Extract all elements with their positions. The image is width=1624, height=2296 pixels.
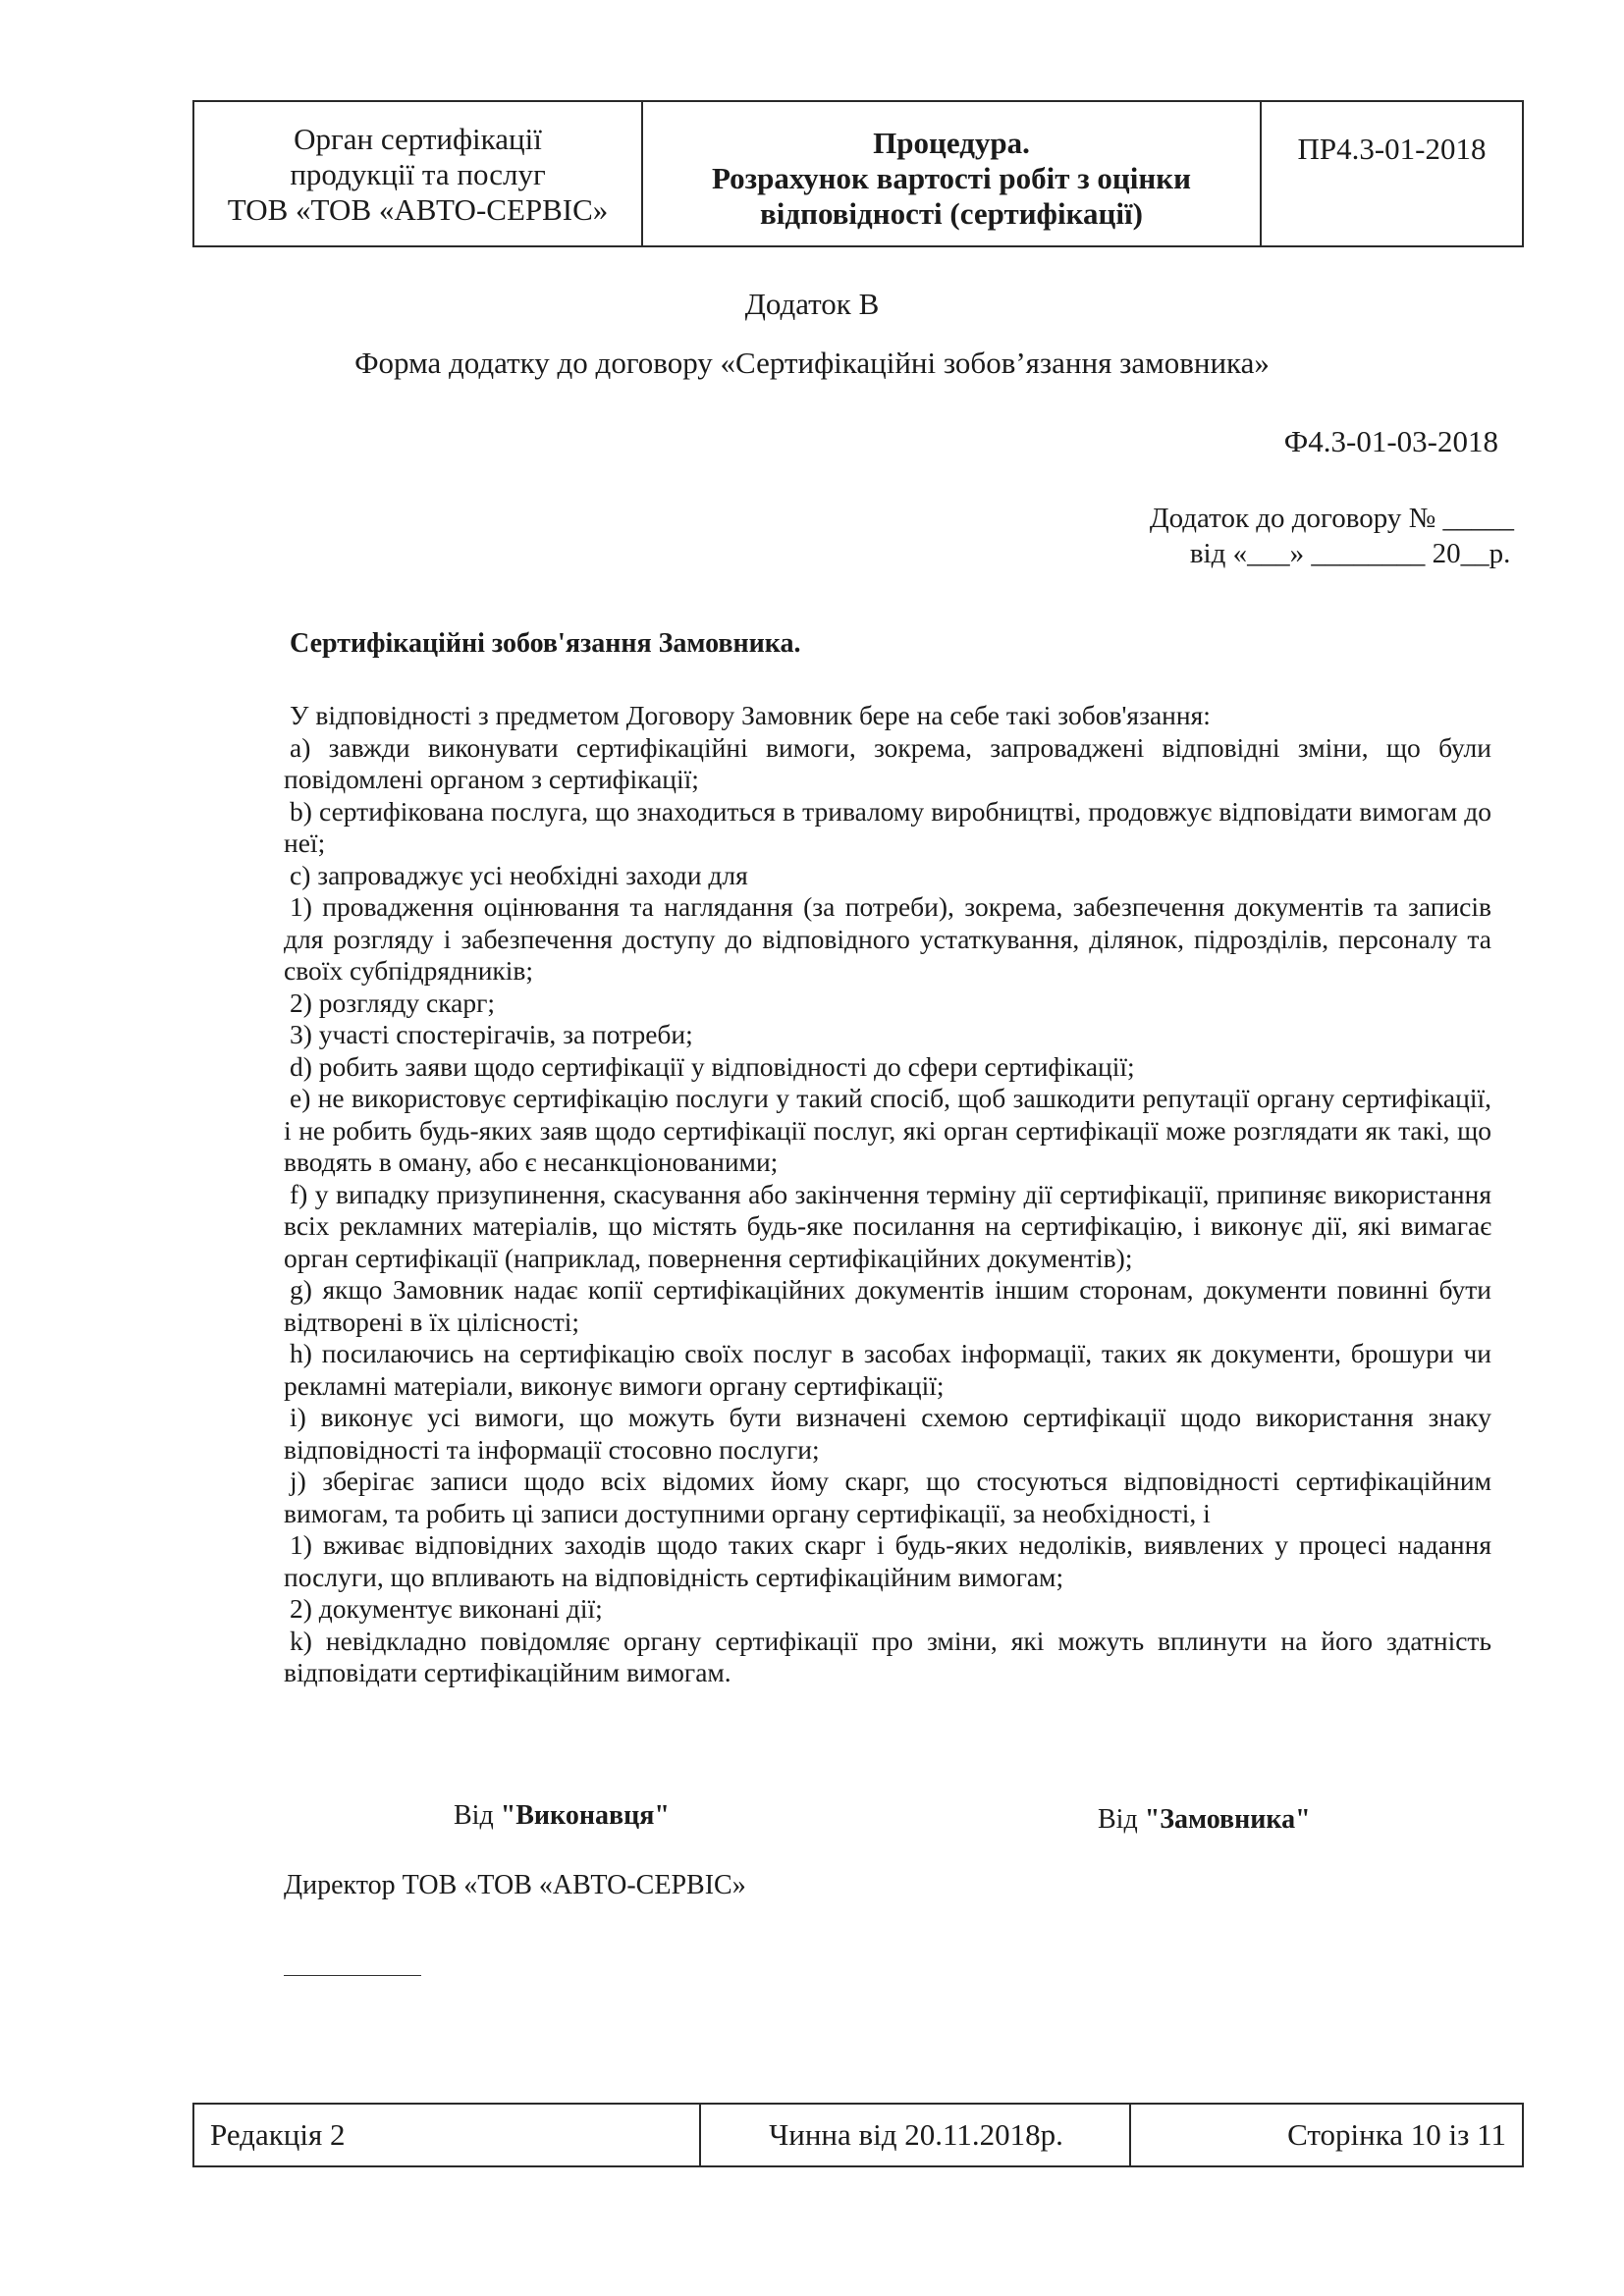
- contract-ref-date: від «___» ________ 20__р.: [1189, 538, 1511, 569]
- header-table: [192, 100, 1524, 247]
- customer-prefix: Від: [1098, 1804, 1145, 1835]
- customer-name: "Замовника": [1144, 1804, 1311, 1835]
- form-code: Ф4.3-01-03-2018: [1283, 424, 1498, 458]
- footer-table: [192, 2103, 1524, 2167]
- paragraph: f) у випадку призупинення, скасування або закінчення терміну дії сертифікації, припиняє використання всіх рекламних матеріалів, що містять будь-яке посилання на сертифікацію, і виконує дії, які вимагає орган сертифікації (наприклад, повернення сертифікаційних документів);: [284, 1178, 1491, 1273]
- executor-name: "Виконавця": [500, 1800, 670, 1831]
- paragraph: і) виконує усі вимоги, що можуть бути визначені схемою сертифікації щодо використання знаку відповідності та інформації стосовно послуги;: [284, 1402, 1491, 1465]
- header-org-cell: [194, 102, 643, 245]
- paragraph: 1) вживає відповідних заходів щодо таких скарг і будь-яких недоліків, виявлених у процесі надання послуги, що впливають на відповідність сертифікаційним вимогам;: [284, 1529, 1491, 1592]
- header-org-line: продукції та послуг: [290, 157, 546, 191]
- paragraph: а) завжди виконувати сертифікаційні вимоги, зокрема, запроваджені відповідні зміни, що були повідомлені органом з сертифікації;: [284, 731, 1491, 794]
- form-title: Форма додатку до договору «Сертифікаційні зобов’язання замовника»: [354, 346, 1270, 380]
- executor-prefix: Від: [454, 1800, 501, 1831]
- paragraph: k) невідкладно повідомляє органу сертифікації про зміни, які можуть вплинути на його здатність відповідати сертифікаційним вимогам.: [284, 1625, 1491, 1687]
- customer-signature-label: [1098, 1804, 1311, 1836]
- header-procedure-line: Розрахунок вартості робіт з оцінки: [712, 161, 1191, 195]
- annex-title: Додаток В: [744, 287, 880, 321]
- header-procedure-line: відповідності (сертифікації): [760, 196, 1143, 231]
- paragraph: j) зберігає записи щодо всіх відомих йому скарг, що стосуються відповідності сертифікаційним вимогам, та робить ці записи доступними органу сертифікації, за необхідності, і: [284, 1466, 1491, 1528]
- paragraph: е) не використовує сертифікацію послуги у такий спосіб, щоб зашкодити репутації органу сертифікації, і не робить будь-яких заяв щодо сертифікації послуг, які орган сертифікації може розглядати як такі, що вводять в оману, або є несанкціонованими;: [284, 1083, 1491, 1177]
- footer-divider: [1129, 2103, 1131, 2167]
- header-procedure-cell: [643, 102, 1262, 245]
- paragraph: 3) участі спостерігачів, за потреби;: [290, 1019, 693, 1049]
- footer-edition: Редакція 2: [210, 2117, 346, 2152]
- director-label: Директор ТОВ «ТОВ «АВТО-СЕРВІС»: [284, 1870, 746, 1900]
- paragraph: с) запроваджує усі необхідні заходи для: [290, 859, 748, 890]
- footer-page-number: Сторінка 10 із 11: [1287, 2117, 1506, 2152]
- header-code: ПР4.3-01-2018: [1297, 132, 1487, 166]
- paragraph: 1) провадження оцінювання та наглядання (за потреби), зокрема, забезпечення документів та записів для розгляду і забезпечення доступу до відповідного устаткування, ділянок, підрозділів, персоналу та своїх субпідрядників;: [284, 891, 1491, 986]
- contract-ref: [1150, 501, 1514, 571]
- obligations-text: [284, 700, 1491, 1689]
- paragraph: g) якщо Замовник надає копії сертифікаційних документів іншим сторонам, документи повинні бути відтворені в їх цілісності;: [284, 1274, 1491, 1337]
- signature-line: [284, 1975, 421, 1976]
- header-org-line: ТОВ «ТОВ «АВТО-СЕРВІС»: [227, 192, 609, 227]
- contract-ref-number: Додаток до договору № _____: [1149, 503, 1514, 534]
- paragraph: d) робить заяви щодо сертифікації у відповідності до сфери сертифікації;: [290, 1050, 1135, 1082]
- executor-signature-label: [454, 1800, 670, 1832]
- footer-divider: [699, 2103, 701, 2167]
- paragraph: h) посилаючись на сертифікацію своїх послуг в засобах інформації, таких як документи, брошури чи рекламні матеріали, виконує вимоги органу сертифікації;: [284, 1338, 1491, 1401]
- footer-valid-from: Чинна від 20.11.2018р.: [769, 2117, 1063, 2152]
- paragraph: 2) документує виконані дії;: [290, 1593, 603, 1624]
- section-title: Сертифікаційні зобов'язання Замовника.: [290, 628, 801, 659]
- header-org-line: Орган сертифікації: [294, 122, 542, 156]
- paragraph: 2) розгляду скарг;: [290, 987, 496, 1018]
- paragraph: b) сертифікована послуга, що знаходиться в тривалому виробництві, продовжує відповідати вимогам до неї;: [284, 795, 1491, 858]
- header-procedure-line: Процедура.: [873, 126, 1030, 160]
- paragraph: У відповідності з предметом Договору Замовник бере на себе такі зобов'язання:: [290, 700, 1211, 730]
